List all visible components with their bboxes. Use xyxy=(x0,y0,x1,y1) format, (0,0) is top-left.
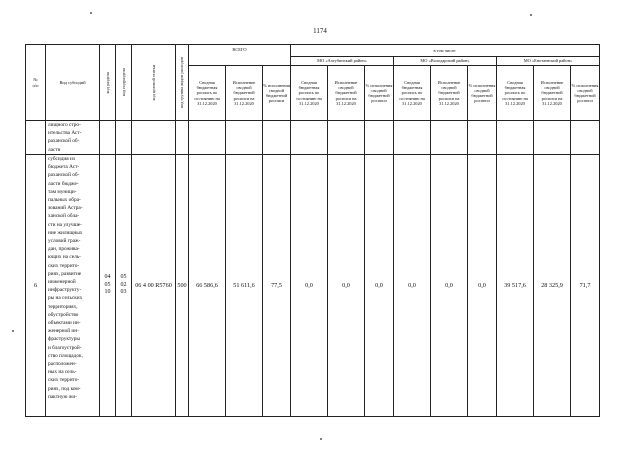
cell xyxy=(365,121,394,155)
row-mo1-plan: 0,0 xyxy=(291,155,328,417)
page-number: 1174 xyxy=(313,27,327,35)
row-mo2-plan: 0,0 xyxy=(394,155,431,417)
subheader-total-exec: Исполнение сводной бюджетной росписи на 31.12.2020 xyxy=(226,66,263,121)
row-num: 6 xyxy=(26,155,46,417)
table-row xyxy=(26,155,600,417)
header-mo-enotaevsky: МО «Енотаевский район» xyxy=(497,57,600,66)
continuation-text: лищного стро- ительства Аст- раханской об- ласти xyxy=(46,121,100,155)
row-mo3-plan: 39 517,6 xyxy=(497,155,534,417)
cell xyxy=(497,121,534,155)
row-total-plan: 66 586,6 xyxy=(189,155,226,417)
row-mo2-exec: 0,0 xyxy=(431,155,468,417)
cell xyxy=(226,121,263,155)
cell xyxy=(394,121,431,155)
subheader-mo2-pct: % исполнения сводной бюджетной росписи xyxy=(468,66,497,121)
row-mo2-pct: 0,0 xyxy=(468,155,497,417)
cell xyxy=(176,121,189,155)
subheader-mo2-plan: Сводная бюджетная роспись по состоянию на 31.12.2020 xyxy=(394,66,431,121)
row-subsection-code: 05 02 03 xyxy=(116,155,132,417)
scan-speck xyxy=(90,12,92,14)
row-target-code: 06 4 00 R5760 xyxy=(132,155,176,417)
subheader-mo1-pct: % исполнения сводной бюджетной росписи xyxy=(365,66,394,121)
subheader-total-plan: Сводная бюджетная роспись по состоянию на 31.12.2020 xyxy=(189,66,226,121)
cell xyxy=(534,121,571,155)
subheader-mo1-exec: Исполнение сводной бюджетной росписи на 31.12.2020 xyxy=(328,66,365,121)
subheader-mo2-exec: Исполнение сводной бюджетной росписи на 31.12.2020 xyxy=(431,66,468,121)
scan-speck xyxy=(12,330,14,332)
subheader-total-pct: % исполнения сводной бюджетной росписи xyxy=(263,66,291,121)
header-including: в том числе: xyxy=(291,45,600,57)
header-mo-akhtubinsky: МО «Ахтубинский район» xyxy=(291,57,394,66)
header-section-code: код раздела xyxy=(100,45,116,121)
subheader-mo3-plan: Сводная бюджетная роспись по состоянию на 31.12.2020 xyxy=(497,66,534,121)
row-mo3-pct: 71,7 xyxy=(571,155,600,417)
header-target-code: код целевой статьи xyxy=(132,45,176,121)
cell xyxy=(468,121,497,155)
budget-table xyxy=(25,44,600,417)
cell xyxy=(291,121,328,155)
cell xyxy=(132,121,176,155)
header-subsection-code: код подраздела xyxy=(116,45,132,121)
cell xyxy=(100,121,116,155)
cell xyxy=(189,121,226,155)
cell xyxy=(26,121,46,155)
row-total-exec: 51 611,6 xyxy=(226,155,263,417)
subheader-mo3-exec: Исполнение сводной бюджетной росписи на 31.12.2020 xyxy=(534,66,571,121)
cell xyxy=(263,121,291,155)
cell xyxy=(116,121,132,155)
cell xyxy=(431,121,468,155)
row-subsidy-text: субсидия из бюджета Аст- раханской об- ласти бюдже- там муници- пальных обра- зований Астра- ханской обла- сти на улучше- ние жилищных условий граж- дан, прожива- ющих на сель- ских террито- риях, развитие инженерной инфраструкту- ры на сельских территориях, обустройство объектами ин- женерной ин- фраструктуры и благоустрой- ство площадок, расположен- ных на сель- ских террито- риях, под ком- пактную жи- xyxy=(46,155,100,417)
header-expense-group-code: код группы видов расходов xyxy=(176,45,189,121)
scan-speck xyxy=(530,14,532,16)
row-group-code: 500 xyxy=(176,155,189,417)
header-mo-volodarsky: МО «Володарский район» xyxy=(394,57,497,66)
row-mo1-pct: 0,0 xyxy=(365,155,394,417)
row-section-code: 04 05 10 xyxy=(100,155,116,417)
scan-speck xyxy=(320,438,322,440)
row-total-pct: 77,5 xyxy=(263,155,291,417)
row-mo1-exec: 0,0 xyxy=(328,155,365,417)
subheader-mo1-plan: Сводная бюджетная роспись по состоянию на 31.12.2020 xyxy=(291,66,328,121)
table-row-continuation xyxy=(26,121,600,155)
cell xyxy=(571,121,600,155)
cell xyxy=(328,121,365,155)
header-total: ВСЕГО xyxy=(189,45,291,66)
subheader-mo3-pct: % исполнения сводной бюджетной росписи xyxy=(571,66,600,121)
header-num: № п/п xyxy=(26,45,46,121)
header-subsidy-type: Вид субсидий xyxy=(46,45,100,121)
row-mo3-exec: 28 325,9 xyxy=(534,155,571,417)
